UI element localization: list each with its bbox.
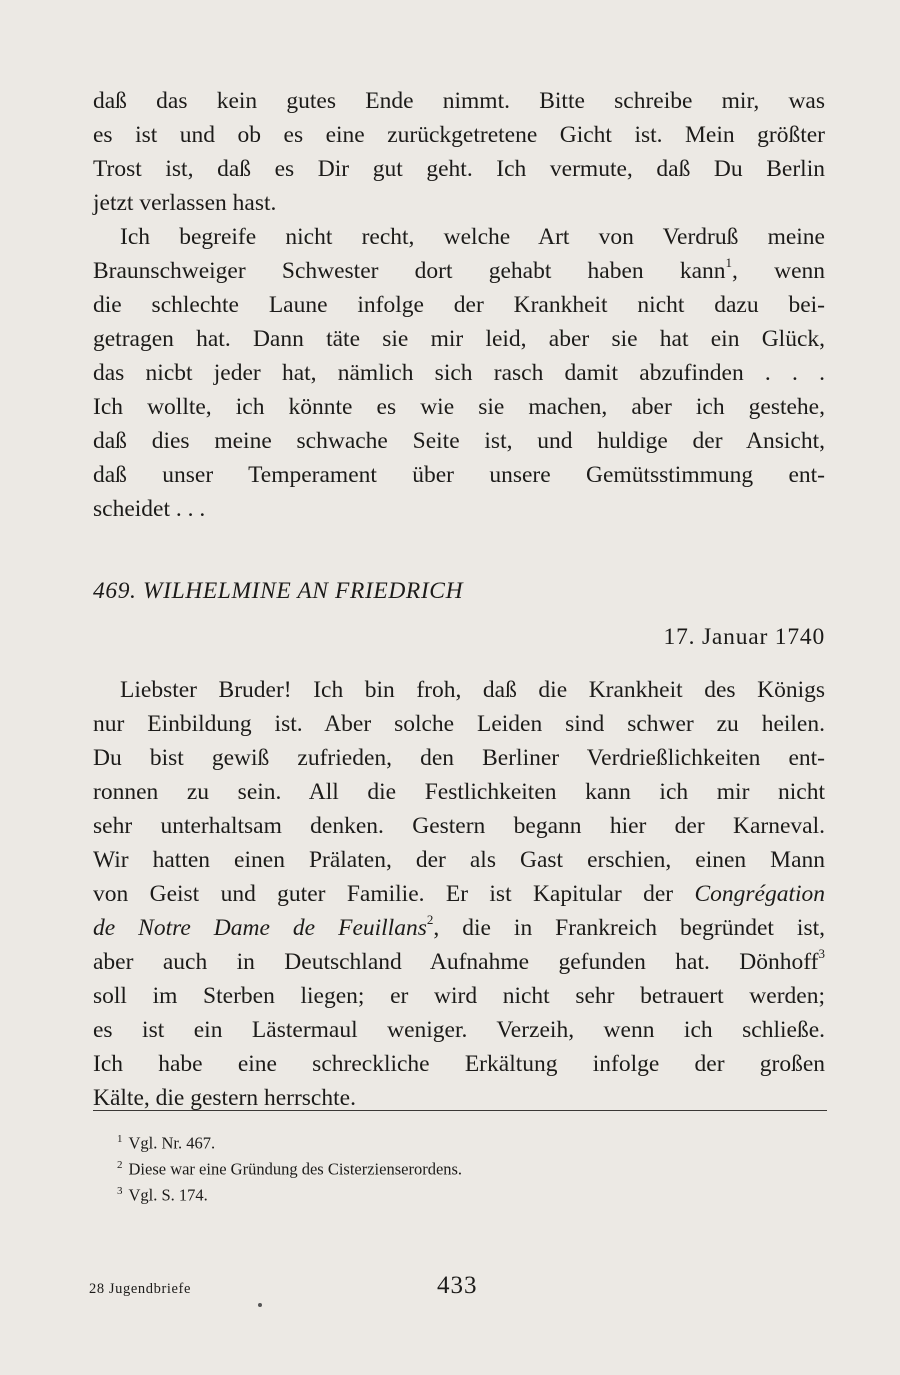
text-line: Ich habe eine schreckliche Erkältung infolge der großen — [93, 1051, 825, 1077]
text-line: getragen hat. Dann täte sie mir leid, aber sie hat ein Glück, — [93, 326, 825, 352]
paragraph-verdruss — [93, 220, 825, 526]
text-line: daß dies meine schwache Seite ist, und huldige der Ansicht, — [93, 428, 825, 454]
text-line: die schlechte Laune infolge der Krankheit nicht dazu bei- — [93, 292, 825, 318]
text-line: sehr unterhaltsam denken. Gestern begann hier der Karneval. — [93, 813, 825, 839]
text-line: Du bist gewiß zufrieden, den Berliner Verdrießlichkeiten ent- — [93, 745, 825, 771]
italic-term: de Notre Dame de Feuillans — [93, 915, 427, 941]
text-line: soll im Sterben liegen; er wird nicht sehr betrauert werden; — [93, 983, 825, 1009]
footnote: $^3$ Vgl. S. 174. — [117, 1185, 208, 1205]
text-line: Ich wollte, ich könnte es wie sie machen, aber ich gestehe, — [93, 394, 825, 420]
text-line: de Notre Dame de Feuillans$^2$, die in Frankreich begründet ist, — [93, 912, 825, 941]
text-line: nur Einbildung ist. Aber solche Leiden sind schwer zu heilen. — [93, 711, 825, 737]
text-line: scheidet . . . — [93, 496, 206, 522]
letter-date: 17. Januar 1740 — [663, 624, 825, 650]
footnote-rule — [93, 1110, 827, 1111]
footnote-ref: 1 — [725, 255, 733, 271]
text-line: von Geist und guter Familie. Er ist Kapitular der Congrégation — [93, 881, 825, 907]
text-line: aber auch in Deutschland Aufnahme gefunden hat. Dönhoff$^3$ — [93, 946, 825, 975]
footnote: $^1$ Vgl. Nr. 467. — [117, 1133, 216, 1153]
text-line: jetzt verlassen hast. — [93, 190, 277, 216]
text-line: Trost ist, daß es Dir gut geht. Ich vermute, daß Du Berlin — [93, 156, 825, 182]
text-line: Kälte, die gestern herrschte. — [93, 1085, 356, 1111]
print-dot — [258, 1303, 262, 1307]
footnote-ref: 3 — [818, 946, 825, 962]
footnotes — [117, 1126, 462, 1204]
signature-mark: 28 Jugendbriefe — [89, 1281, 192, 1297]
text-line: daß unser Temperament über unsere Gemütsstimmung ent- — [93, 462, 825, 488]
text-line: ronnen zu sein. All die Festlichkeiten kann ich mir nicht — [93, 779, 825, 805]
text-line: es ist ein Lästermaul weniger. Verzeih, wenn ich schließe. — [93, 1017, 825, 1043]
text-line: Braunschweiger Schwester dort gehabt haben kann$^1$, wenn — [93, 255, 826, 284]
paragraph-continuation — [93, 84, 825, 220]
text-line: Liebster Bruder! Ich bin froh, daß die Krankheit des Königs — [120, 677, 825, 703]
page-number: 433 — [437, 1272, 478, 1299]
letter-heading: 469. WILHELMINE AN FRIEDRICH — [93, 578, 464, 604]
text-line: daß das kein gutes Ende nimmt. Bitte schreibe mir, was — [93, 88, 825, 114]
paragraph-letter — [93, 673, 825, 1115]
text-line: Wir hatten einen Prälaten, der als Gast erschien, einen Mann — [93, 847, 825, 873]
text-line: Ich begreife nicht recht, welche Art von Verdruß meine — [120, 224, 825, 250]
footnote-ref: 2 — [426, 912, 434, 928]
italic-term: Congrégation — [694, 881, 825, 907]
text-line: das nicbt jeder hat, nämlich sich rasch damit abzufinden . . . — [93, 360, 825, 386]
footnote: $^2$ Diese war eine Gründung des Cisterzienserordens. — [117, 1159, 463, 1179]
text-line: es ist und ob es eine zurückgetretene Gicht ist. Mein größter — [93, 122, 825, 148]
